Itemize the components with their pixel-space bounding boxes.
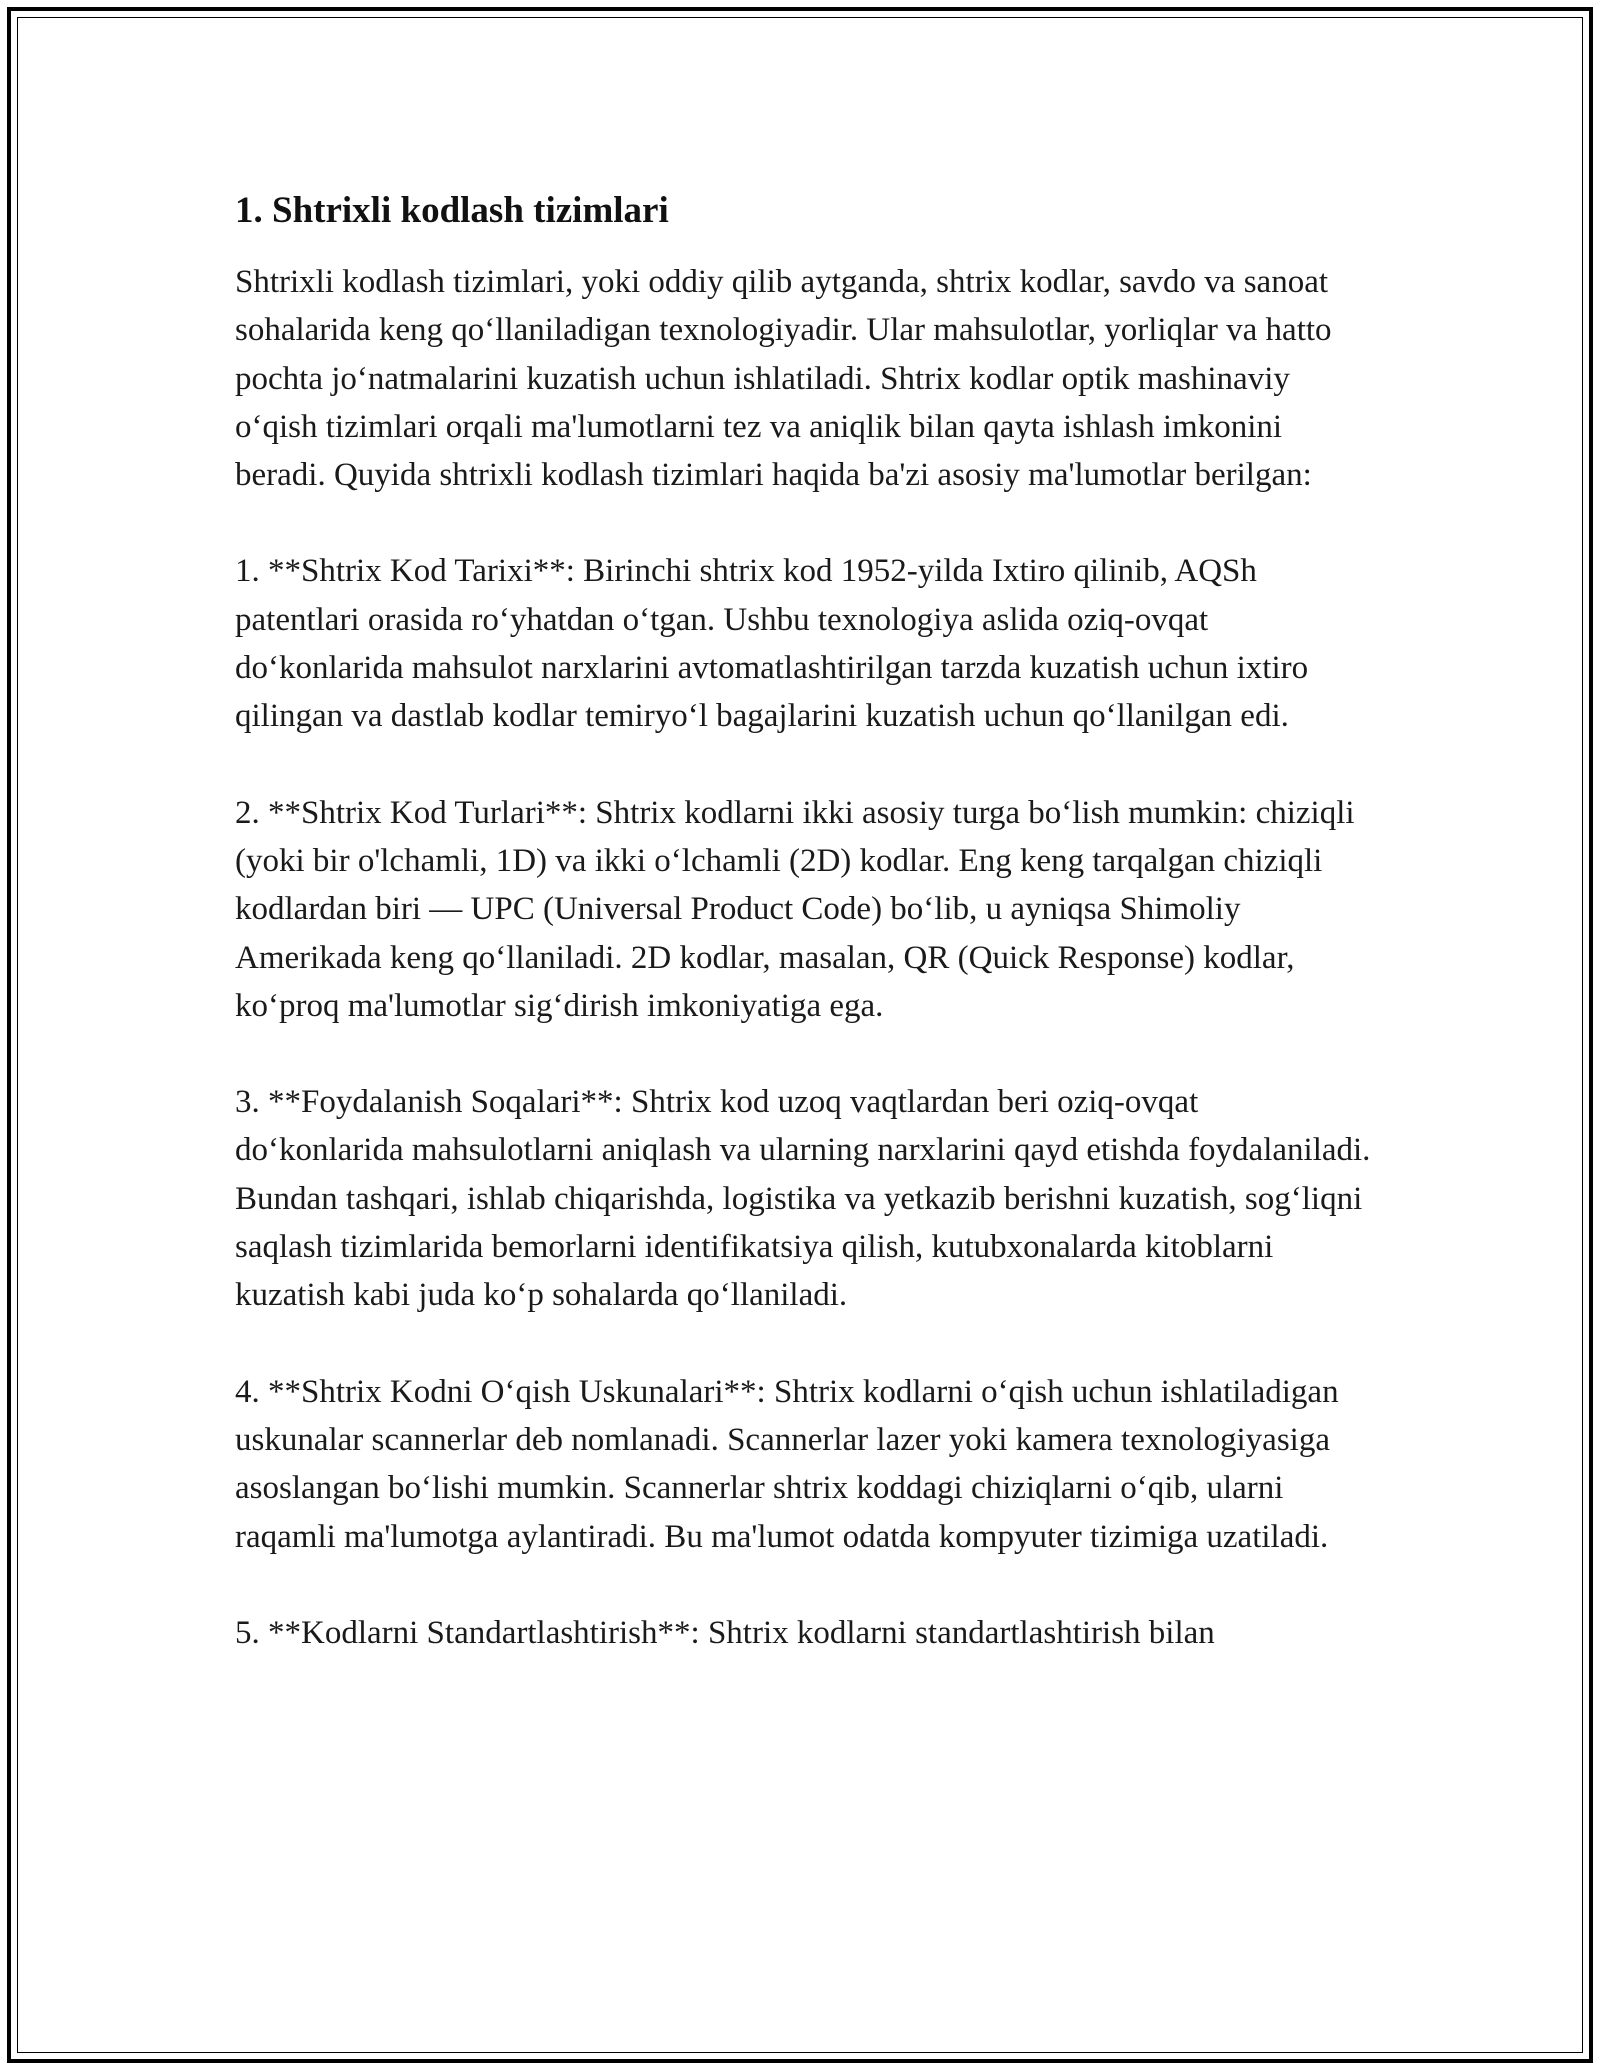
section-1-history: 1. **Shtrix Kod Tarixi**: Birinchi shtrix kod 1952-yilda Ixtiro qilinib, AQSh patentlari orasida ro‘yhatdan o‘tgan. Ushbu texnologiya aslida oziq-ovqat do‘konlarida mahsulot narxlarini avtomatlashtirilgan tarzda kuzatish uchun ixtiro qilingan va dastlab kodlar temiryo‘l bagajlarini kuzatish uchun qo‘llanilgan edi.: [235, 553, 1309, 735]
section-3-usage: 3. **Foydalanish Soqalari**: Shtrix kod uzoq vaqtlardan beri oziq-ovqat do‘konlarida mahsulotlarni aniqlash va ularning narxlarini qayd etishda foydalaniladi. Bundan tashqari, ishlab chiqarishda, logistika va yetkazib berishni kuzatish, sog‘liqni saqlash tizimlarida bemorlarni identifikatsiya qilish, kutubxonalarda kitoblarni kuzatish kabi juda ko‘p sohalarda qo‘llaniladi.: [235, 1084, 1371, 1314]
intro-paragraph: Shtrixli kodlash tizimlari, yoki oddiy qilib aytganda, shtrix kodlar, savdo va sanoat sohalarida keng qo‘llaniladigan texnologiyadir. Ular mahsulotlar, yorliqlar va hatto pochta jo‘natmalarini kuzatish uchun ishlatiladi. Shtrix kodlar optik mashinaviy o‘qish tizimlari orqali ma'lumotlarni tez va aniqlik bilan qayta ishlash imkonini beradi. Quyida shtrixli kodlash tizimlari haqida ba'zi asosiy ma'lumotlar berilgan:: [235, 264, 1332, 494]
section-4-scanners: 4. **Shtrix Kodni O‘qish Uskunalari**: Shtrix kodlarni o‘qish uchun ishlatiladigan uskunalar scannerlar deb nomlanadi. Scannerlar lazer yoki kamera texnologiyasiga asoslangan bo‘lishi mumkin. Scannerlar shtrix koddagi chiziqlarni o‘qib, ularni raqamli ma'lumotga aylantiradi. Bu ma'lumot odatda kompyuter tizimiga uzatiladi.: [235, 1373, 1339, 1555]
document-title: 1. Shtrixli kodlash tizimlari: [235, 190, 669, 231]
section-2-types: 2. **Shtrix Kod Turlari**: Shtrix kodlarni ikki asosiy turga bo‘lish mumkin: chiziqli (yoki bir o'lchamli, 1D) va ikki o‘lchamli (2D) kodlar. Eng keng tarqalgan chiziqli kodlardan biri — UPC (Universal Product Code) bo‘lib, u ayniqsa Shimoliy Amerikada keng qo‘llaniladi. 2D kodlar, masalan, QR (Quick Response) kodlar, ko‘proq ma'lumotlar sig‘dirish imkoniyatiga ega.: [235, 794, 1355, 1024]
document-body: [235, 186, 1375, 1705]
section-5-standardization: 5. **Kodlarni Standartlashtirish**: Shtrix kodlarni standartlashtirish bilan: [235, 1614, 1215, 1651]
